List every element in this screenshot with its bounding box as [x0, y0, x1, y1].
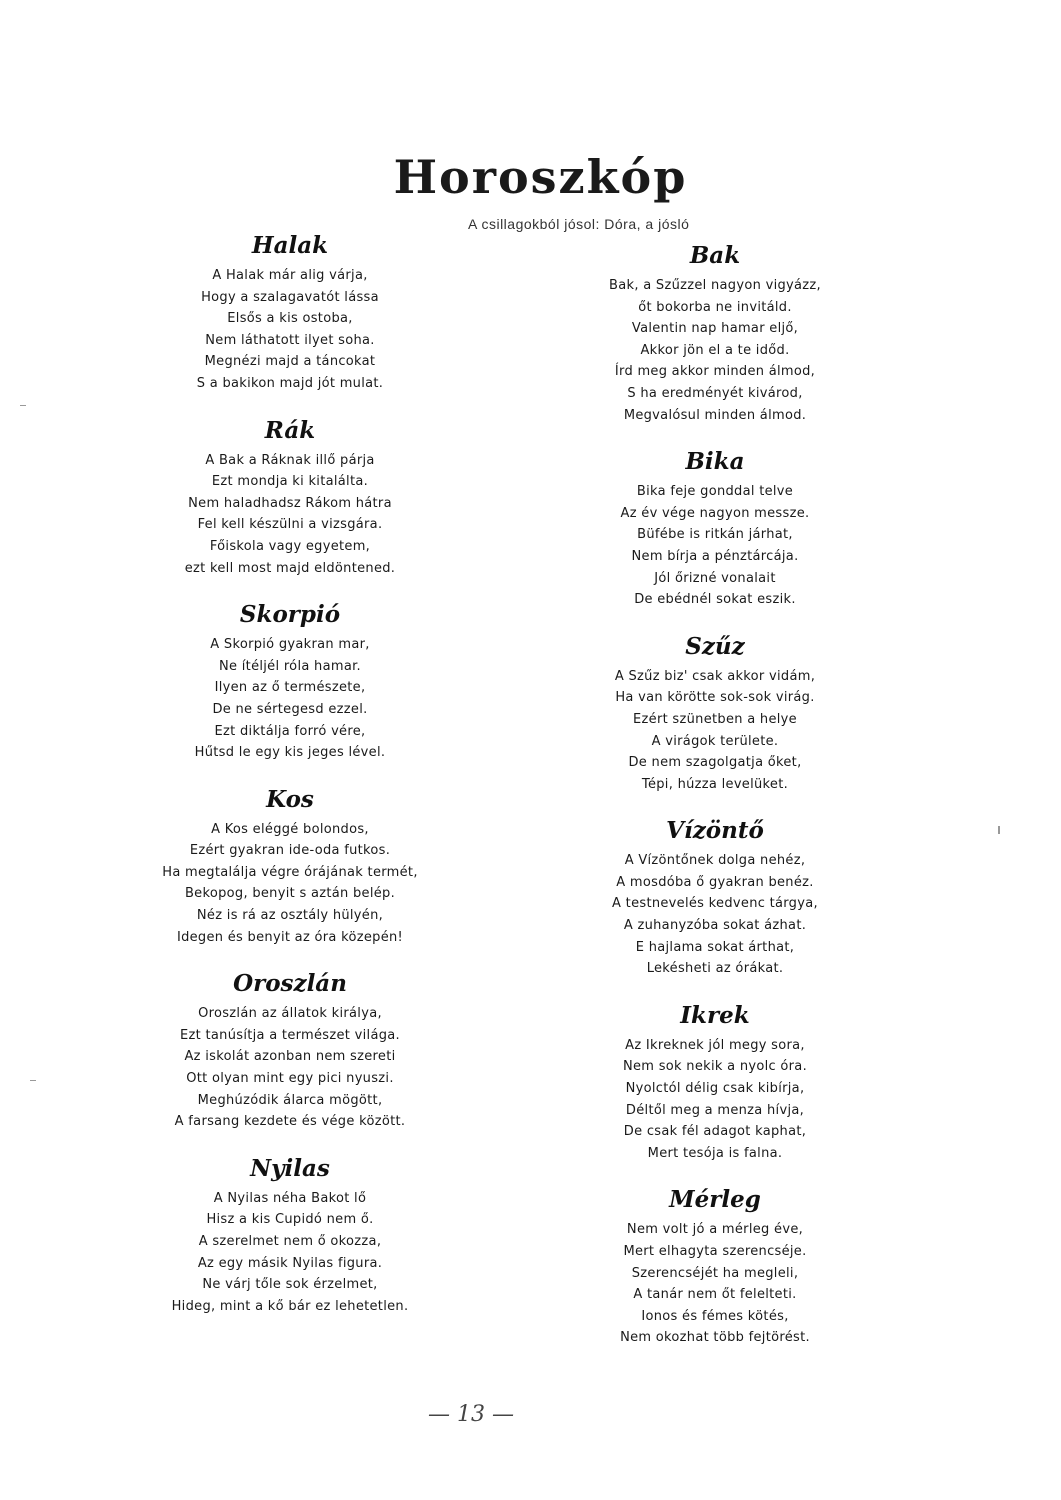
- poem-title: Szűz: [685, 632, 745, 660]
- poem-line: Főiskola vagy egyetem,: [209, 538, 371, 554]
- poem-line: Ott olyan mint egy pici nyuszi.: [186, 1071, 394, 1087]
- poem-line: Hűtsd le egy kis jeges lével.: [194, 745, 386, 761]
- poem-line: Ezért gyakran ide-oda futkos.: [189, 843, 391, 859]
- poem-line: Oroszlán az állatok királya,: [198, 1006, 382, 1022]
- poem-block: [130, 601, 450, 764]
- poem-line: Az egy másik Nyilas figura.: [197, 1255, 383, 1271]
- poem-line: Megnézi majd a táncokat: [204, 354, 376, 370]
- page-subtitle: A csillagokból jósol: Dóra, a jósló: [468, 216, 690, 232]
- poem-line: Idegen és benyit az óra közepén!: [176, 929, 404, 945]
- poem-line: A Halak már alig várja,: [212, 268, 368, 283]
- poem-line: Ilyen az ő természete,: [214, 680, 366, 696]
- poem-block: [555, 1186, 875, 1349]
- poem-line: De ne sértegesd ezzel.: [212, 701, 368, 717]
- poem-line: Tépi, húzza levelüket.: [641, 776, 789, 792]
- poem-line: A Skorpió gyakran mar,: [210, 637, 370, 653]
- poem-line: A Szűz biz' csak akkor vidám,: [614, 668, 816, 684]
- poem-block: [555, 242, 875, 426]
- page-number: — 13 —: [428, 1402, 514, 1427]
- poem-line: Hogy a szalagavatót lássa: [201, 289, 379, 305]
- poem-line: A testnevelés kedvenc tárgya,: [612, 896, 818, 912]
- poem-line: őt bokorba ne invitáld.: [638, 299, 792, 315]
- poem-line: De nem szagolgatja őket,: [628, 755, 802, 771]
- poem-title: Rák: [264, 416, 316, 444]
- scan-speck: [20, 405, 26, 406]
- poem-line: Jól őrizné vonalait: [654, 570, 776, 586]
- poem-line: E hajlama sokat árthat,: [635, 939, 795, 955]
- poem-title: Mérleg: [669, 1186, 761, 1214]
- poem-line: Megvalósul minden álmod.: [623, 407, 807, 423]
- poem-line: Valentin nap hamar eljő,: [631, 321, 799, 337]
- poem-title: Ikrek: [680, 1001, 750, 1029]
- poem-line: A farsang kezdete és vége között.: [174, 1114, 406, 1130]
- poem-line: Nem sok nekik a nyolc óra.: [622, 1059, 808, 1075]
- page-title: Horoszkóp: [393, 150, 688, 204]
- poem-block: [555, 817, 875, 980]
- poem-line: Fel kell készülni a vizsgára.: [197, 517, 383, 533]
- poem-line: A mosdóba ő gyakran benéz.: [616, 874, 814, 890]
- poem-title: Bak: [689, 242, 741, 269]
- poem-line: Ezért szünetben a helye: [633, 711, 797, 727]
- poem-title: Nyilas: [250, 1154, 330, 1182]
- poem-title: Skorpió: [239, 601, 341, 629]
- poem-line: Hideg, mint a kő bár ez lehetetlen.: [171, 1298, 409, 1314]
- poem-line: A zuhanyzóba sokat ázhat.: [623, 918, 807, 934]
- poem-title: Vízöntő: [666, 817, 764, 845]
- poem-line: Ezt diktálja forró vére,: [214, 723, 366, 739]
- poem-line: Az iskolát azonban nem szereti: [184, 1049, 396, 1065]
- poem-block: [555, 1002, 875, 1165]
- poem-line: A tanár nem őt felelteti.: [633, 1287, 797, 1303]
- poem-title: Kos: [266, 785, 314, 813]
- poem-line: Ne várj tőle sok érzelmet,: [202, 1277, 378, 1293]
- poem-line: Meghúzódik álarca mögött,: [197, 1092, 383, 1108]
- poem-block: [555, 448, 875, 611]
- poem-line: Bak, a Szűzzel nagyon vigyázz,: [609, 278, 821, 293]
- poem-line: Bekopog, benyit s aztán belép.: [184, 886, 396, 902]
- poem-block: [130, 232, 450, 395]
- poem-block: [130, 786, 450, 949]
- poem-line: Büfébe is ritkán járhat,: [637, 527, 793, 543]
- poem-line: A Nyilas néha Bakot lő: [213, 1190, 367, 1206]
- poem-line: A szerelmet nem ő okozza,: [198, 1234, 382, 1249]
- poem-line: Írd meg akkor minden álmod,: [614, 364, 816, 380]
- scan-speck: [30, 1080, 36, 1081]
- poem-block: [130, 970, 450, 1133]
- poem-line: Mert elhagyta szerencséje.: [623, 1244, 807, 1259]
- poem-line: Az Ikreknek jól megy sora,: [625, 1037, 805, 1053]
- poem-line: S ha eredményét kivárod,: [627, 385, 803, 401]
- poem-line: S a bakikon majd jót mulat.: [196, 375, 384, 391]
- poem-title: Oroszlán: [233, 970, 347, 998]
- poem-line: De csak fél adagot kaphat,: [623, 1124, 807, 1140]
- poem-line: Ezt tanúsítja a természet világa.: [180, 1027, 400, 1043]
- poem-line: Ezt mondja ki kitalálta.: [211, 474, 369, 490]
- poem-block: [130, 1155, 450, 1318]
- right-column: [555, 242, 875, 1371]
- poem-title: Bika: [685, 448, 745, 476]
- poem-block: [130, 417, 450, 580]
- poem-line: Akkor jön el a te időd.: [640, 342, 790, 358]
- poem-title: Halak: [251, 232, 329, 259]
- poem-line: Bika feje gonddal telve: [636, 484, 794, 500]
- poem-line: Hisz a kis Cupidó nem ő.: [206, 1212, 374, 1228]
- poem-line: De ebédnél sokat eszik.: [634, 592, 796, 608]
- poem-line: ezt kell most majd eldöntened.: [184, 560, 396, 576]
- poem-line: Elsős a kis ostoba,: [227, 311, 353, 327]
- poem-line: Nyolctól délig csak kibírja,: [625, 1081, 805, 1097]
- poem-line: Ne ítéljél róla hamar.: [219, 658, 361, 674]
- poem-line: A virágok területe.: [651, 733, 779, 749]
- poem-line: Ionos és fémes kötés,: [641, 1308, 789, 1324]
- poem-line: Nem volt jó a mérleg éve,: [626, 1222, 804, 1238]
- poem-line: Lekésheti az órákat.: [646, 961, 784, 977]
- poem-line: A Bak a Ráknak illő párja: [205, 452, 375, 468]
- poem-line: Nem haladhadsz Rákom hátra: [188, 495, 392, 511]
- poem-line: Mert tesója is falna.: [647, 1145, 783, 1161]
- left-column: [130, 232, 450, 1339]
- poem-line: Nem bírja a pénztárcája.: [631, 548, 799, 564]
- poem-line: A Vízöntőnek dolga nehéz,: [624, 853, 806, 869]
- poem-line: Déltől meg a menza hívja,: [625, 1102, 805, 1118]
- scan-speck: [998, 826, 1000, 834]
- poem-line: Nem okozhat több fejtörést.: [620, 1330, 810, 1346]
- poem-line: Nem láthatott ilyet soha.: [205, 332, 375, 348]
- poem-line: Ha megtalálja végre órájának termét,: [162, 864, 418, 880]
- poem-line: Az év vége nagyon messze.: [620, 505, 810, 521]
- poem-block: [555, 633, 875, 796]
- poem-line: Ha van körötte sok-sok virág.: [615, 690, 815, 706]
- poem-line: A Kos eléggé bolondos,: [211, 821, 369, 837]
- poem-line: Szerencséjét ha megleli,: [631, 1265, 799, 1281]
- poem-line: Néz is rá az osztály hülyén,: [196, 908, 384, 924]
